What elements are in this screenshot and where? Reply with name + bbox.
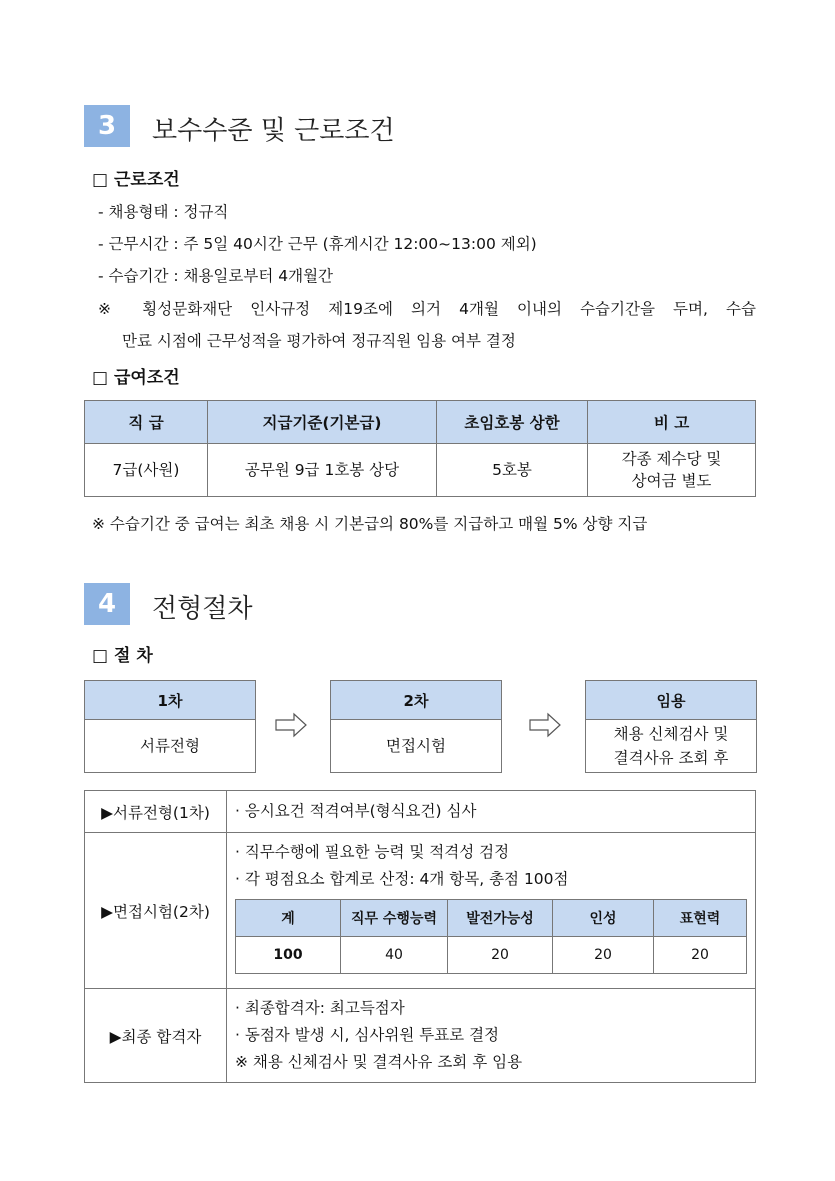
step-3-body: [586, 720, 756, 772]
salary-basis: 공무원 9급 1호봉 상당: [208, 444, 437, 497]
step-3-body-line1: 채용 신체검사 및: [613, 725, 729, 743]
score-col-character: 인성: [553, 900, 654, 937]
final-content: [227, 989, 756, 1083]
process-table: [84, 790, 756, 1083]
score-table: [235, 899, 747, 974]
work-conditions-heading: □ 근로조건: [92, 170, 180, 190]
probation-period: - 수습기간 : 채용일로부터 4개월간: [98, 267, 334, 285]
final-line3: ※ 채용 신체검사 및 결격사유 조회 후 임용: [235, 1053, 523, 1071]
score-character: 20: [553, 937, 654, 974]
salary-table: [84, 400, 756, 497]
salary-note: [588, 444, 756, 497]
section-4-number: 4: [84, 583, 130, 625]
interview-line2: · 각 평점요소 합계로 산정: 4개 항목, 총점 100점: [235, 870, 569, 888]
final-line2: · 동점자 발생 시, 심사위원 투표로 결정: [235, 1026, 500, 1044]
final-line1: · 최종합격자: 최고득점자: [235, 999, 405, 1017]
salary-col-note: 비 고: [588, 401, 756, 444]
salary-cap: 5호봉: [437, 444, 588, 497]
working-hours: - 근무시간 : 주 5일 40시간 근무 (휴게시간 12:00~13:00 제외): [98, 235, 537, 253]
section-3-number: 3: [84, 105, 130, 147]
salary-footnote: ※ 수습기간 중 급여는 최초 채용 시 기본급의 80%를 지급하고 매월 5% 상향 지급: [92, 515, 648, 533]
salary-note-line2: 상여금 별도: [631, 472, 712, 490]
final-label: ▶최종 합격자: [85, 989, 227, 1083]
doc-screening-line: · 응시요건 적격여부(형식요건) 심사: [235, 802, 477, 820]
score-col-competence: 직무 수행능력: [341, 900, 448, 937]
salary-col-basis: 지급기준(기본급): [208, 401, 437, 444]
arrow-right-icon: [528, 712, 562, 738]
step-3-head: 임용: [586, 681, 756, 720]
doc-screening-label: ▶서류전형(1차): [85, 791, 227, 833]
step-1-body: 서류전형: [140, 737, 200, 755]
procedure-heading: □ 절 차: [92, 646, 153, 666]
score-col-potential: 발전가능성: [448, 900, 553, 937]
doc-screening-content: [227, 791, 756, 833]
salary-note-line1: 각종 제수당 및: [621, 450, 722, 468]
interview-content: [227, 833, 756, 989]
step-2: [330, 680, 502, 773]
interview-line1: · 직무수행에 필요한 능력 및 적격성 검정: [235, 843, 510, 861]
score-potential: 20: [448, 937, 553, 974]
score-col-expression: 표현력: [654, 900, 747, 937]
step-3-body-line2: 결격사유 조회 후: [613, 749, 729, 767]
step-2-body: 면접시험: [386, 737, 446, 755]
section-3-title: 보수수준 및 근로조건: [152, 116, 395, 146]
step-2-head: 2차: [331, 681, 501, 720]
score-expression: 20: [654, 937, 747, 974]
step-3: [585, 680, 757, 773]
probation-note-line1: ※ 횡성문화재단 인사규정 제19조에 의거 4개월 이내의 수습기간을 두며, 수습: [98, 300, 756, 318]
score-total: 100: [236, 937, 341, 974]
section-4-title: 전형절차: [152, 594, 253, 624]
arrow-right-icon: [274, 712, 308, 738]
probation-note-line2: 만료 시점에 근무성적을 평가하여 정규직원 임용 여부 결정: [122, 332, 516, 350]
step-1-head: 1차: [85, 681, 255, 720]
interview-label: ▶면접시험(2차): [85, 833, 227, 989]
salary-heading: □ 급여조건: [92, 368, 180, 388]
employment-type: - 채용형태 : 정규직: [98, 203, 229, 221]
score-col-total: 계: [236, 900, 341, 937]
salary-col-grade: 직 급: [85, 401, 208, 444]
salary-grade: 7급(사원): [85, 444, 208, 497]
score-competence: 40: [341, 937, 448, 974]
step-1: [84, 680, 256, 773]
salary-col-cap: 초임호봉 상한: [437, 401, 588, 444]
